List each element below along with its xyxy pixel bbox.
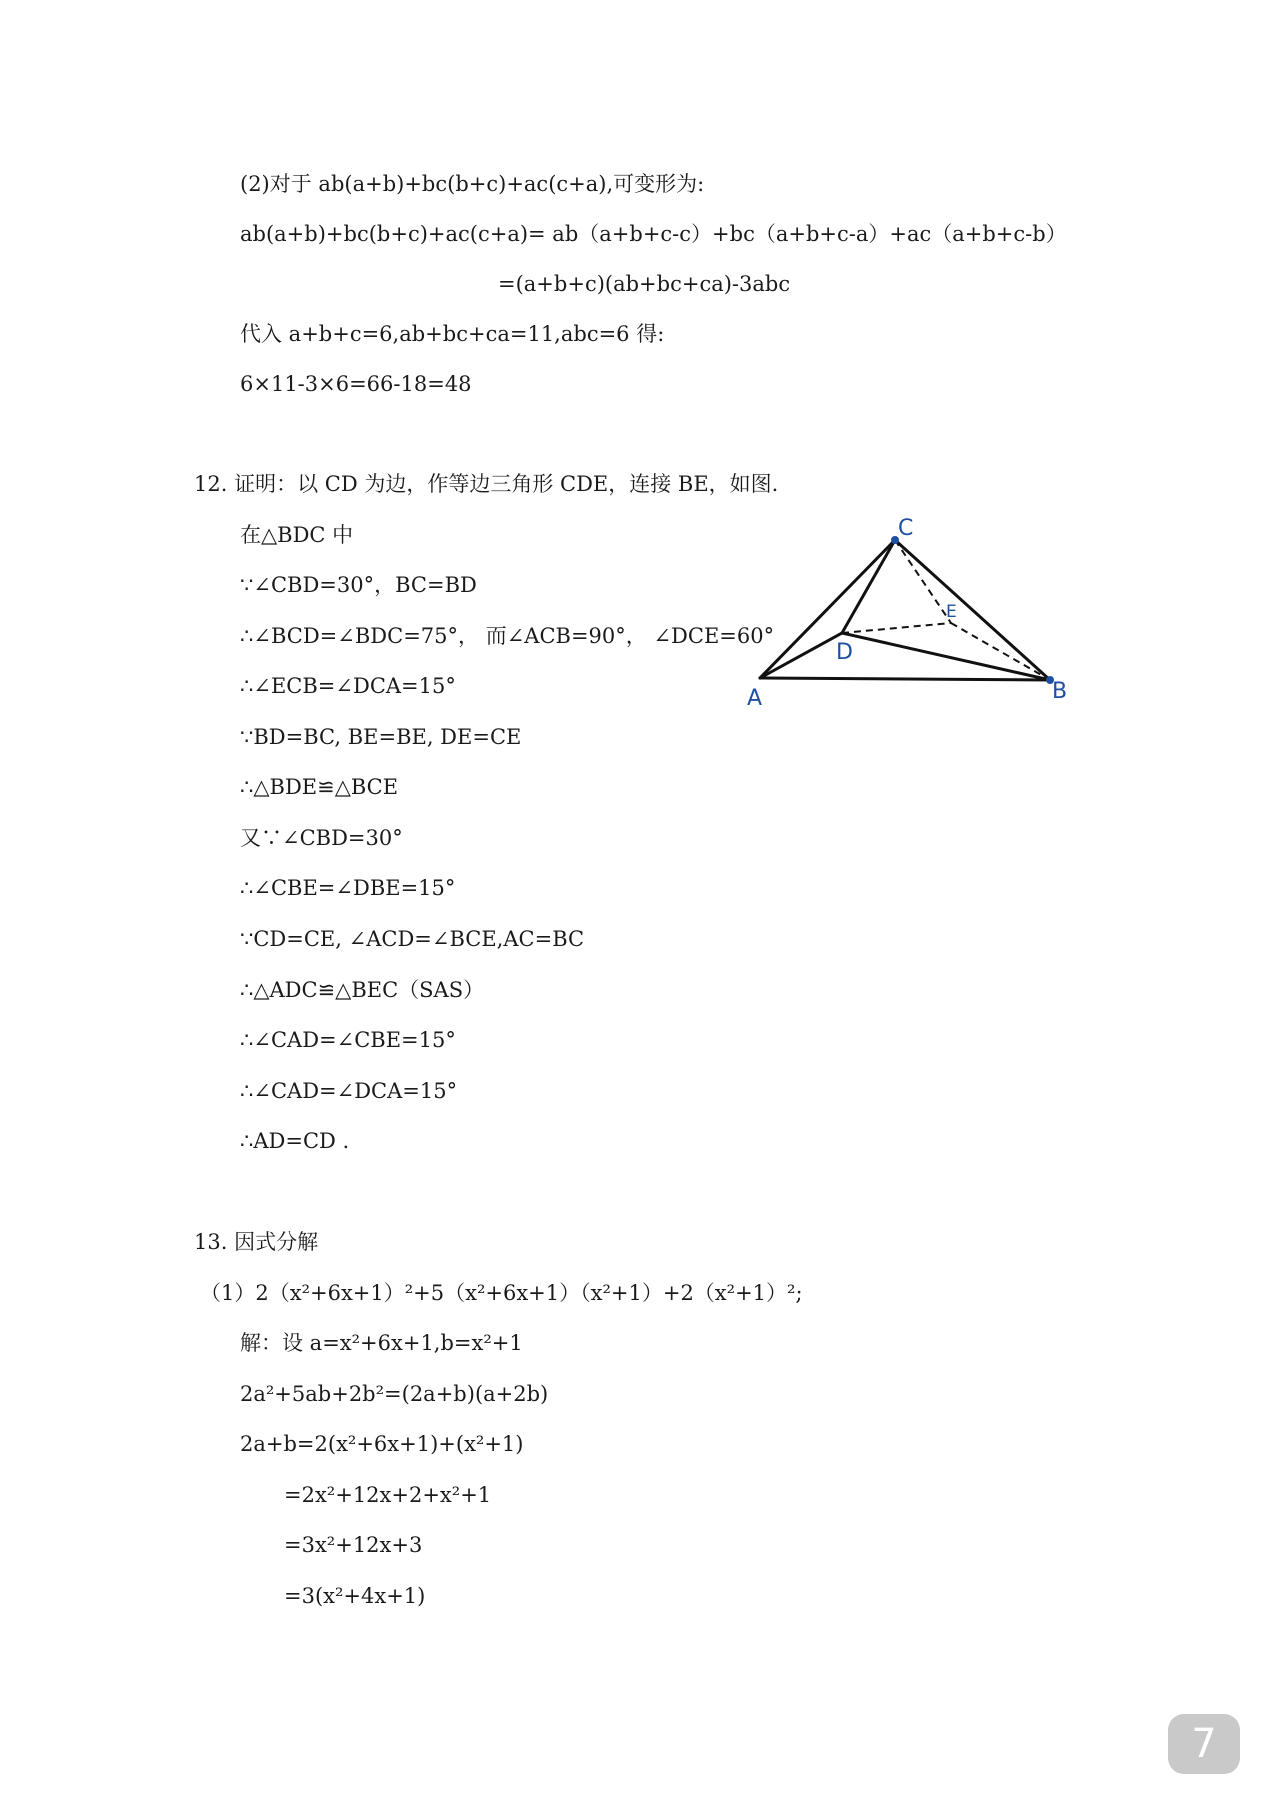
label-c: C <box>898 516 914 541</box>
sec11-line-3: =(a+b+c)(ab+bc+ca)-3abc <box>498 272 791 296</box>
sec13-problem: （1）2（x²+6x+1）²+5（x²+6x+1）（x²+1）+2（x²+1）²; <box>200 1281 803 1305</box>
sec12-line: ∴∠ECB=∠DCA=15° <box>240 674 456 698</box>
segment-ac <box>760 540 895 678</box>
sec13-title: 13. 因式分解 <box>194 1230 319 1254</box>
segment-bc <box>895 540 1050 680</box>
label-a: A <box>747 686 763 711</box>
sec12-line: 在△BDC 中 <box>240 523 354 547</box>
sec12-line: ∴∠CAD=∠CBE=15° <box>240 1028 456 1052</box>
label-d: D <box>836 640 853 665</box>
sec11-line-2: ab(a+b)+bc(b+c)+ac(c+a)= ab（a+b+c-c）+bc（a+b+c-a）+ac（a+b+c-b） <box>240 222 1067 246</box>
segment-ad <box>760 633 842 678</box>
sec13-line: 解：设 a=x²+6x+1,b=x²+1 <box>240 1331 523 1355</box>
sec12-line: ∵CD=CE, ∠ACD=∠BCE,AC=BC <box>240 927 585 951</box>
sec13-line: 2a+b=2(x²+6x+1)+(x²+1) <box>240 1432 524 1456</box>
sec12-line: ∴△BDE≌△BCE <box>240 775 399 799</box>
segment-de <box>842 623 951 633</box>
sec13-line: =3(x²+4x+1) <box>284 1584 426 1608</box>
sec13-line: =2x²+12x+2+x²+1 <box>284 1483 492 1507</box>
triangle-svg <box>740 515 1080 710</box>
sec12-line: ∴∠CAD=∠DCA=15° <box>240 1079 458 1103</box>
sec12-line: ∴∠CBE=∠DBE=15° <box>240 876 456 900</box>
sec13-line: =3x²+12x+3 <box>284 1533 423 1557</box>
sec12-line: 又∵∠CBD=30° <box>240 826 403 850</box>
sec12-line: ∴AD=CD . <box>240 1129 350 1153</box>
label-b: B <box>1052 679 1068 704</box>
segment-ab <box>760 678 1050 680</box>
sec11-line-4: 代入 a+b+c=6,ab+bc+ca=11,abc=6 得: <box>240 322 665 346</box>
sec13-line: 2a²+5ab+2b²=(2a+b)(a+2b) <box>240 1382 549 1406</box>
page-number-badge: 7 <box>1168 1714 1240 1774</box>
triangle-figure <box>740 515 1080 710</box>
segment-bd <box>842 633 1050 680</box>
sec12-line: ∴△ADC≌△BEC（SAS） <box>240 978 485 1002</box>
sec12-line: ∵BD=BC, BE=BE, DE=CE <box>240 725 522 749</box>
sec12-line: ∵∠CBD=30°，BC=BD <box>240 573 477 597</box>
sec12-line: ∴∠BCD=∠BDC=75°， 而∠ACB=90°， ∠DCE=60° <box>240 624 775 648</box>
label-e: E <box>946 602 957 622</box>
sec11-line-5: 6×11-3×6=66-18=48 <box>240 372 472 396</box>
sec12-title: 12. 证明：以 CD 为边，作等边三角形 CDE，连接 BE，如图. <box>194 472 779 496</box>
segment-be <box>951 623 1050 680</box>
sec11-line-1: (2)对于 ab(a+b)+bc(b+c)+ac(c+a),可变形为: <box>240 172 705 196</box>
